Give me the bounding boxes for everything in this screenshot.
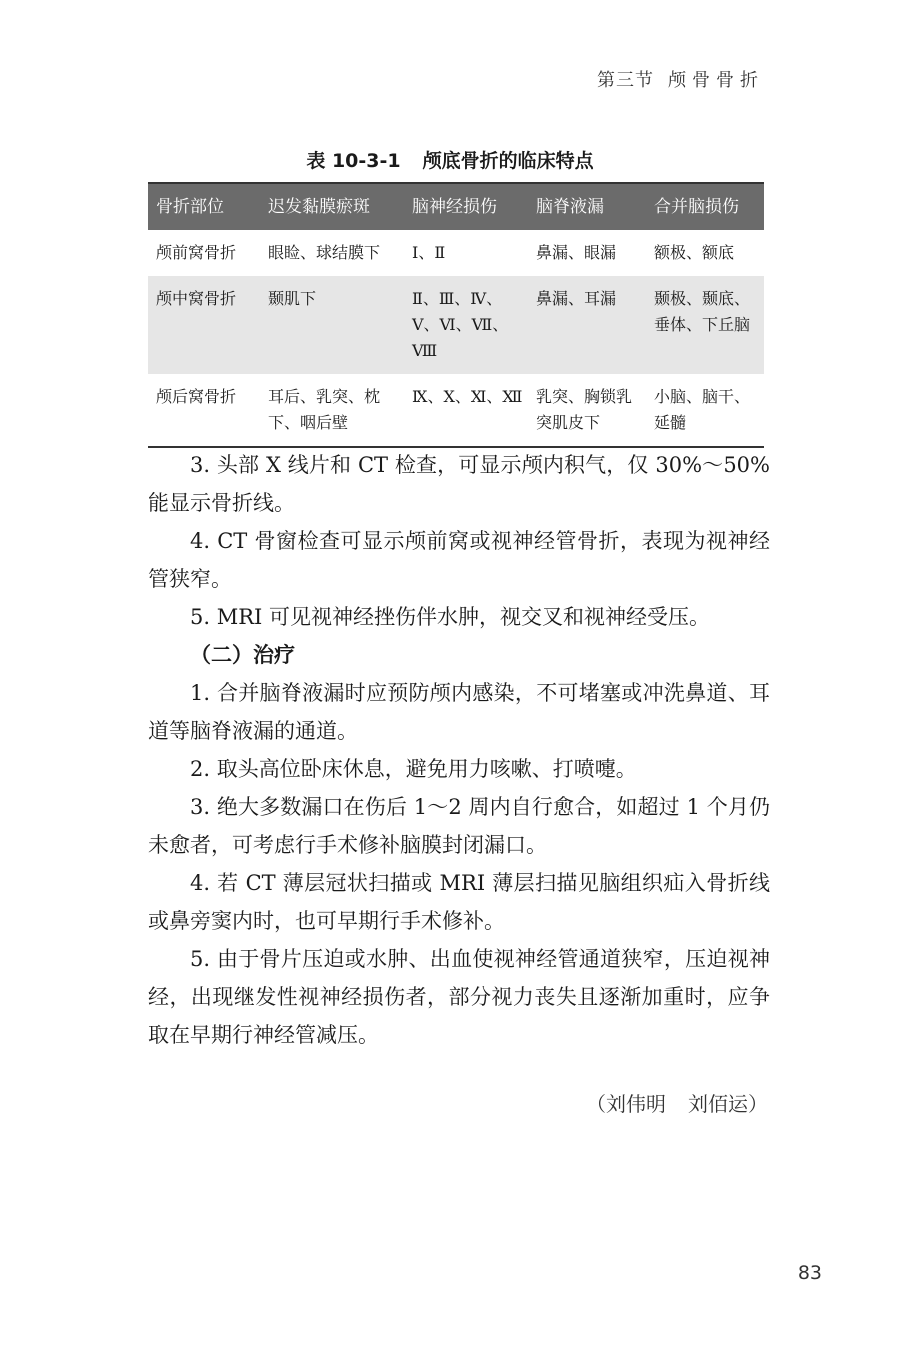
paragraph: 4. 若 CT 薄层冠状扫描或 MRI 薄层扫描见脑组织疝入骨折线或鼻旁窦内时，也可早期行手术修补。 [148,871,770,933]
fracture-table [148,182,764,448]
column-header: 脑神经损伤 [404,183,528,230]
paragraph: 1. 合并脑脊液漏时应预防颅内感染，不可堵塞或冲洗鼻道、耳道等脑脊液漏的通道。 [148,681,770,743]
table-cell: 颞极、颞底、垂体、下丘脑 [646,276,764,374]
table-cell: 颅后窝骨折 [148,374,260,447]
header-title: 颅骨骨折 [668,70,764,91]
paragraph: 3. 绝大多数漏口在伤后 1～2 周内自行愈合，如超过 1 个月仍未愈者，可考虑行手术修补脑膜封闭漏口。 [148,795,770,857]
table-cell: 颅中窝骨折 [148,276,260,374]
page-number: 83 [797,1262,822,1284]
column-header: 脑脊液漏 [528,183,646,230]
header-section: 第三节 [597,70,654,91]
paragraph: 5. 由于骨片压迫或水肿、出血使视神经管通道狭窄，压迫视神经，出现继发性视神经损伤者，部分视力丧失且逐渐加重时，应争取在早期行神经管减压。 [148,947,770,1047]
author-name: 刘佰运 [688,1092,748,1116]
table-cell: Ⅱ、Ⅲ、Ⅳ、Ⅴ、Ⅵ、Ⅶ、Ⅷ [404,276,528,374]
table-row [148,374,764,447]
body-text [148,446,770,1054]
paragraph: 3. 头部 X 线片和 CT 检查，可显示颅内积气，仅 30%～50% 能显示骨折线。 [148,453,770,515]
paren-open: （ [586,1092,606,1116]
table-caption [0,146,900,173]
table-title: 颅底骨折的临床特点 [422,150,594,172]
table-cell: 颅前窝骨折 [156,243,237,262]
table-row [148,230,764,276]
column-header: 骨折部位 [148,183,260,230]
table-row [148,276,764,374]
author-name: 刘伟明 [606,1092,666,1116]
table-cell: 小脑、脑干、延髓 [646,374,764,447]
table-number: 表 10-3-1 [306,150,401,172]
table-cell: 耳后、乳突、枕下、咽后壁 [260,374,404,447]
column-header: 合并脑损伤 [646,183,764,230]
paragraph: 4. CT 骨窗检查可显示颅前窝或视神经管骨折，表现为视神经管狭窄。 [148,529,770,591]
paragraph: 2. 取头高位卧床休息，避免用力咳嗽、打喷嚏。 [190,757,637,781]
table-cell: 鼻漏、眼漏 [536,243,617,262]
table-cell: 眼睑、球结膜下 [268,243,381,262]
table-cell: Ⅸ、Ⅹ、Ⅺ、Ⅻ [404,374,528,447]
paren-close: ） [748,1092,768,1116]
running-header [597,66,764,92]
table-cell: 乳突、胸锁乳突肌皮下 [528,374,646,447]
column-header: 迟发黏膜瘀斑 [260,183,404,230]
table-cell: 颞肌下 [260,276,404,374]
table-header-row [148,183,764,230]
table-cell: 额极、额底 [654,243,735,262]
author-credit [586,1088,768,1117]
subheading-treatment: （二）治疗 [190,642,295,667]
table-cell: 鼻漏、耳漏 [528,276,646,374]
paragraph: 5. MRI 可见视神经挫伤伴水肿，视交叉和视神经受压。 [190,605,710,629]
table-cell: Ⅰ、Ⅱ [412,243,446,262]
